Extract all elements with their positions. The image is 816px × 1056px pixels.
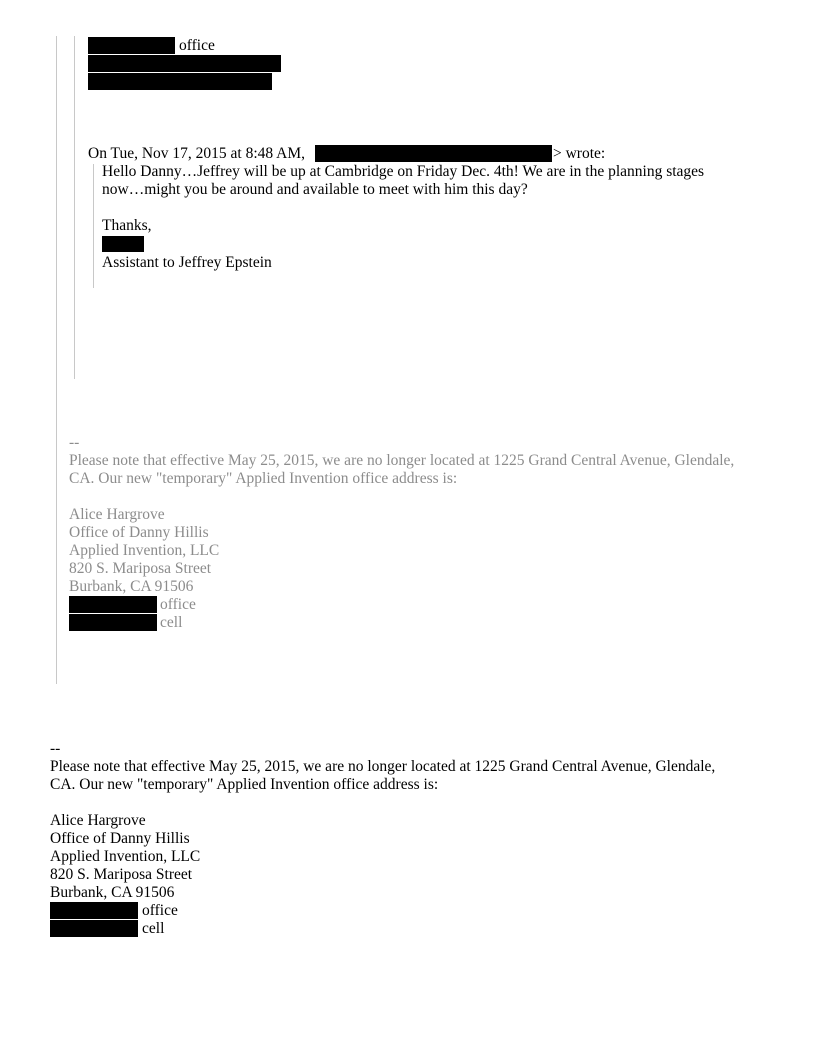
signature-company: Applied Invention, LLC xyxy=(50,848,201,865)
signature-name: Alice Hargrove xyxy=(69,506,165,523)
redaction-block xyxy=(50,902,138,919)
quote-bar-middle xyxy=(74,36,75,379)
redaction-block xyxy=(88,73,272,90)
redaction-block xyxy=(88,37,175,54)
signature-street: 820 S. Mariposa Street xyxy=(69,560,212,577)
signature-cell-label: cell xyxy=(160,614,183,631)
redaction-block xyxy=(102,236,144,252)
office-label: office xyxy=(179,37,215,54)
redaction-block xyxy=(88,55,281,72)
signature-notice-line: Please note that effective May 25, 2015, we are no longer located at 1225 Grand Central Avenue, Glendale, xyxy=(69,452,735,469)
signature-office-label: office xyxy=(142,902,178,919)
signature-office-label: office xyxy=(160,596,196,613)
signature-separator: -- xyxy=(50,740,61,757)
attribution-suffix: > wrote: xyxy=(553,145,606,162)
signature-city: Burbank, CA 91506 xyxy=(69,578,194,595)
redaction-block xyxy=(315,145,552,162)
redaction-block xyxy=(69,596,157,613)
redaction-block xyxy=(69,614,157,631)
quote-bar-outer xyxy=(56,36,57,684)
signature-cell-label: cell xyxy=(142,920,165,937)
quote-bar-inner xyxy=(93,164,94,288)
signature-name: Alice Hargrove xyxy=(50,812,146,829)
signature-city: Burbank, CA 91506 xyxy=(50,884,175,901)
signature-notice-line: CA. Our new "temporary" Applied Invention office address is: xyxy=(69,470,458,487)
signature-separator: -- xyxy=(69,434,80,451)
redaction-block xyxy=(50,920,138,937)
message-body-line: Hello Danny…Jeffrey will be up at Cambridge on Friday Dec. 4th! We are in the planning stages xyxy=(102,163,705,180)
signature-street: 820 S. Mariposa Street xyxy=(50,866,193,883)
signature-company: Applied Invention, LLC xyxy=(69,542,220,559)
signature-role: Office of Danny Hillis xyxy=(69,524,209,541)
signature-role: Office of Danny Hillis xyxy=(50,830,190,847)
attribution-prefix: On Tue, Nov 17, 2015 at 8:48 AM, xyxy=(88,145,306,162)
message-body-line: now…might you be around and available to meet with him this day? xyxy=(102,181,528,198)
message-signature-title: Assistant to Jeffrey Epstein xyxy=(102,254,272,271)
signature-notice-line: CA. Our new "temporary" Applied Invention office address is: xyxy=(50,776,439,793)
signature-notice-line: Please note that effective May 25, 2015, we are no longer located at 1225 Grand Central Avenue, Glendale, xyxy=(50,758,716,775)
reply-attribution xyxy=(88,145,305,163)
message-thanks: Thanks, xyxy=(102,217,152,234)
